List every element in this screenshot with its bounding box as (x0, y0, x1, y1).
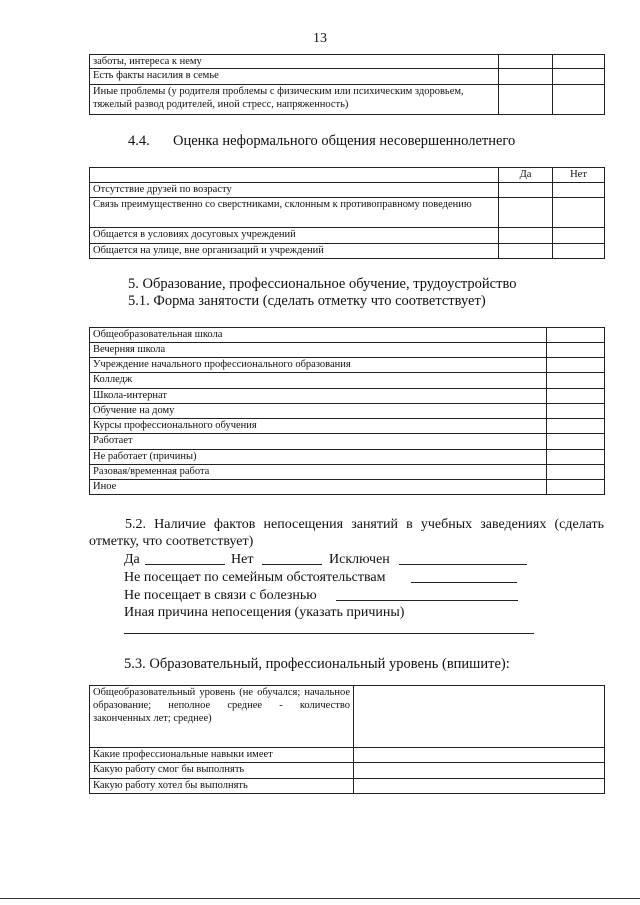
table-row-label: Вечерняя школа (90, 343, 547, 358)
table-row-label: Работает (90, 434, 547, 450)
table-row-label: Какие профессиональные навыки имеет (90, 748, 354, 763)
yes-cell[interactable] (499, 183, 553, 198)
no-cell[interactable] (553, 198, 605, 228)
label-no: Нет (231, 552, 254, 567)
table-row-label: Иные проблемы (у родителя проблемы с физическим или психическим здоровьем, тяжелый развод родителей, иной стресс, напряженность) (90, 85, 499, 115)
table-row-label: Связь преимущественно со сверстниками, склонным к противоправному поведению (90, 198, 499, 228)
table-row-label: Не работает (причины) (90, 450, 547, 465)
mark-cell[interactable] (547, 358, 605, 373)
table-row-label: Курсы профессионального обучения (90, 419, 547, 434)
yes-cell[interactable] (499, 69, 553, 85)
table-row-label: Иное (90, 480, 547, 495)
mark-cell[interactable] (547, 480, 605, 495)
education-level-table (89, 685, 605, 794)
no-cell[interactable] (553, 183, 605, 198)
no-cell[interactable] (553, 85, 605, 115)
yes-cell[interactable] (499, 228, 553, 244)
mark-cell[interactable] (547, 328, 605, 343)
answer-cell[interactable] (354, 763, 605, 779)
input-illness[interactable] (336, 600, 518, 601)
section-5-title: 5. Образование, профессиональное обучение, трудоустройство (128, 276, 517, 292)
table-row-label: Колледж (90, 373, 547, 389)
label-illness: Не посещает в связи с болезнью (124, 588, 317, 603)
section-5-1-title: 5.1. Форма занятости (сделать отметку что соответствует) (128, 293, 486, 309)
bottom-rule (0, 898, 640, 899)
column-header-no: Нет (553, 168, 605, 183)
yes-cell[interactable] (499, 198, 553, 228)
mark-cell[interactable] (547, 419, 605, 434)
yes-cell[interactable] (499, 85, 553, 115)
no-cell[interactable] (553, 69, 605, 85)
no-cell[interactable] (553, 244, 605, 259)
table-row-label: Отсутствие друзей по возрасту (90, 183, 499, 198)
label-other-reason: Иная причина непосещения (указать причины) (124, 605, 405, 620)
section-5-2-text: 5.2. Наличие фактов непосещения занятий в учебных заведениях (сделать отметку, что соответствует) (89, 517, 604, 549)
label-family-reasons: Не посещает по семейным обстоятельствам (124, 570, 386, 585)
mark-cell[interactable] (547, 343, 605, 358)
column-header-yes: Да (499, 168, 553, 183)
yes-cell[interactable] (499, 55, 553, 69)
table-row-label: заботы, интереса к нему (90, 55, 499, 69)
input-excluded[interactable] (399, 564, 527, 565)
section-4-4-title: Оценка неформального общения несовершеннолетнего (173, 133, 516, 149)
yes-cell[interactable] (499, 244, 553, 259)
answer-cell[interactable] (354, 686, 605, 748)
table-row-label: Какую работу хотел бы выполнять (90, 779, 354, 794)
mark-cell[interactable] (547, 465, 605, 480)
mark-cell[interactable] (547, 450, 605, 465)
table-row-label: Общается в условиях досуговых учреждений (90, 228, 499, 244)
input-yes[interactable] (145, 564, 225, 565)
input-no[interactable] (262, 564, 322, 565)
family-table (89, 54, 605, 115)
table-row-label: Школа-интернат (90, 389, 547, 404)
input-other-reason[interactable] (124, 633, 534, 634)
table-row-label: Учреждение начального профессионального образования (90, 358, 547, 373)
mark-cell[interactable] (547, 404, 605, 419)
table-row-label: Какую работу смог бы выполнять (90, 763, 354, 779)
label-excluded: Исключен (329, 552, 390, 567)
table-row-label: Общеобразовательная школа (90, 328, 547, 343)
table-row-label: Общается на улице, вне организаций и учреждений (90, 244, 499, 259)
table-row-label: Есть факты насилия в семье (90, 69, 499, 85)
section-5-3-title: 5.3. Образовательный, профессиональный уровень (впишите): (124, 656, 510, 672)
employment-form-table (89, 327, 605, 495)
mark-cell[interactable] (547, 434, 605, 450)
no-cell[interactable] (553, 228, 605, 244)
section-4-4-number: 4.4. (128, 133, 150, 149)
page-number: 13 (313, 31, 327, 46)
answer-cell[interactable] (354, 748, 605, 763)
table-row-label: Обучение на дому (90, 404, 547, 419)
answer-cell[interactable] (354, 779, 605, 794)
label-yes: Да (124, 552, 140, 567)
table-row-label: Общеобразовательный уровень (не обучался; начальное образование; неполное среднее - количество законченных лет; среднее) (90, 686, 354, 748)
no-cell[interactable] (553, 55, 605, 69)
mark-cell[interactable] (547, 389, 605, 404)
input-family-reasons[interactable] (411, 582, 517, 583)
table-row-label: Разовая/временная работа (90, 465, 547, 480)
mark-cell[interactable] (547, 373, 605, 389)
informal-communication-table (89, 167, 605, 259)
